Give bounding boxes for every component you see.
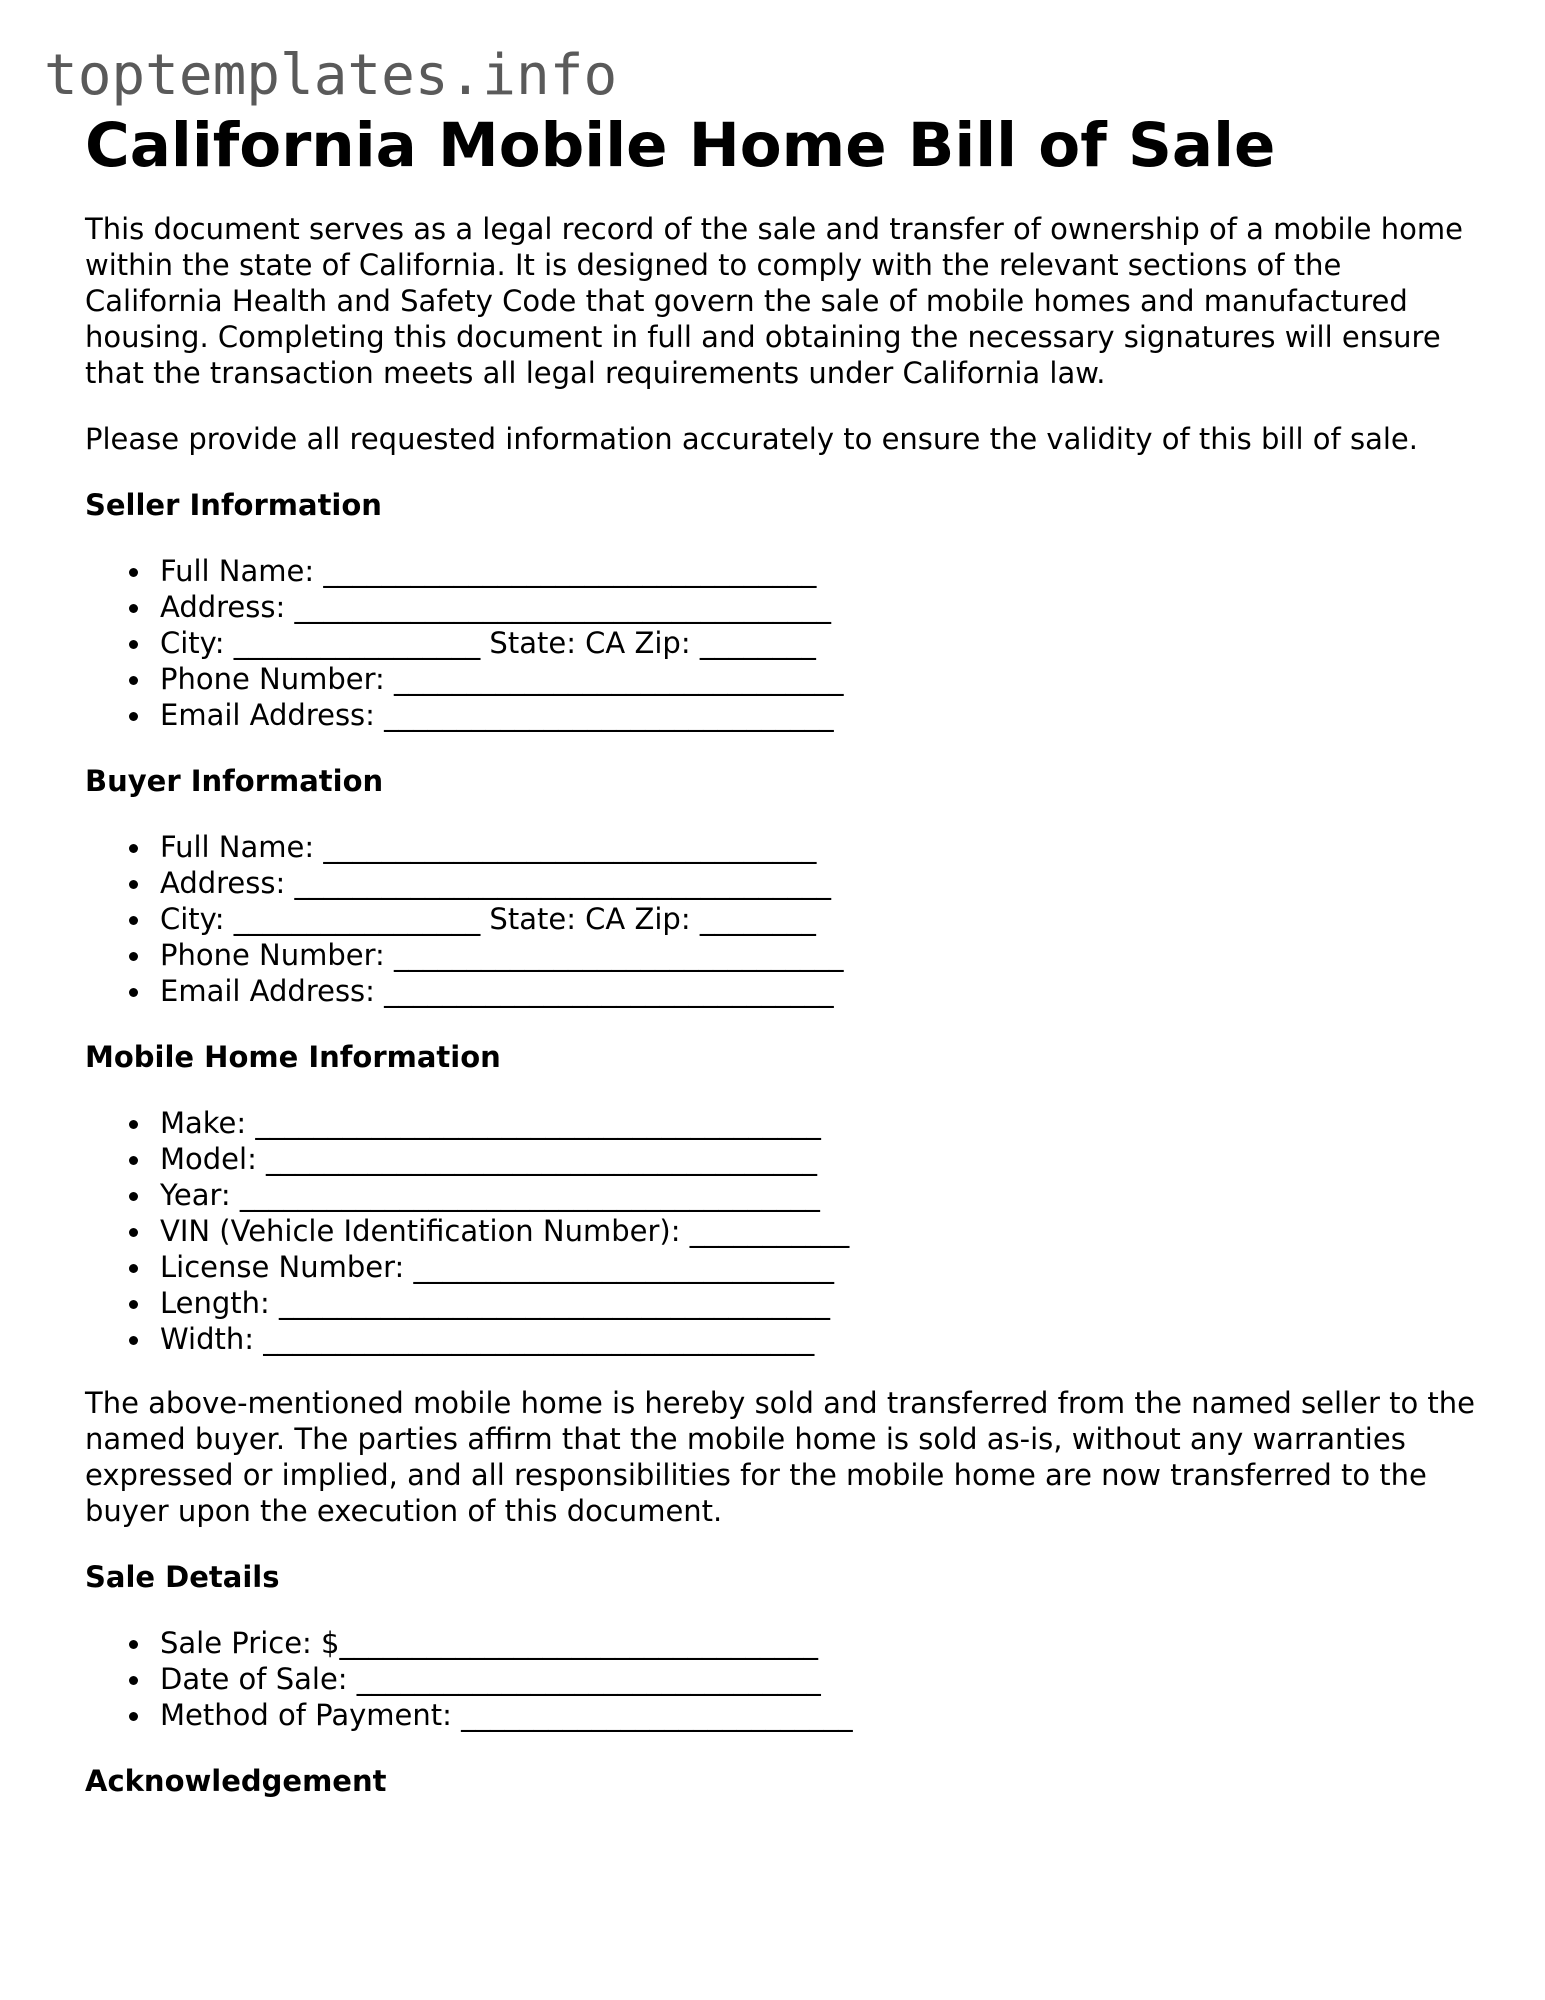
instructions-paragraph: Please provide all requested information accurately to ensure the validity of this bill of sale. xyxy=(85,422,1418,456)
width-field: Width: ______________________________________ xyxy=(160,1321,1475,1357)
buyer-address-field: Address: _____________________________________ xyxy=(160,865,1475,901)
seller-city-state-zip-field: City: _________________ State: CA Zip: ________ xyxy=(160,625,1475,661)
seller-email-field: Email Address: _______________________________ xyxy=(160,697,1475,733)
buyer-section-heading: Buyer Information xyxy=(85,764,384,798)
seller-section-heading: Seller Information xyxy=(85,488,382,522)
document-body xyxy=(85,108,1475,1799)
length-field: Length: ______________________________________ xyxy=(160,1285,1475,1321)
document-title: California Mobile Home Bill of Sale xyxy=(85,110,1276,181)
buyer-full-name-field: Full Name: __________________________________ xyxy=(160,829,1475,865)
buyer-email-field: Email Address: _______________________________ xyxy=(160,973,1475,1009)
mobile-home-field-list xyxy=(85,1105,1475,1357)
seller-phone-field: Phone Number: _______________________________ xyxy=(160,661,1475,697)
buyer-field-list xyxy=(85,829,1475,1009)
acknowledgement-heading: Acknowledgement xyxy=(85,1764,387,1798)
watermark-logo: toptemplates.info xyxy=(44,43,618,108)
license-number-field: License Number: _____________________________ xyxy=(160,1249,1475,1285)
sale-price-field: Sale Price: $_________________________________ xyxy=(160,1625,1475,1661)
year-field: Year: ________________________________________ xyxy=(160,1177,1475,1213)
intro-paragraph: This document serves as a legal record of the sale and transfer of ownership of a mobile home within the state of California. It is designed to comply with the relevant sections of the California Health and Safety Code that govern the sale of mobile homes and manufactured housing. Completing this document in full and obtaining the necessary signatures will ensure that the transaction meets all legal requirements under California law. xyxy=(85,212,1463,390)
transfer-statement: The above-mentioned mobile home is hereby sold and transferred from the named seller to the named buyer. The parties affirm that the mobile home is sold as-is, without any warranties expressed or implied, and all responsibilities for the mobile home are now transferred to the buyer upon the execution of this document. xyxy=(85,1386,1476,1528)
seller-address-field: Address: _____________________________________ xyxy=(160,589,1475,625)
make-field: Make: _______________________________________ xyxy=(160,1105,1475,1141)
payment-method-field: Method of Payment: ___________________________ xyxy=(160,1697,1475,1733)
buyer-phone-field: Phone Number: _______________________________ xyxy=(160,937,1475,973)
sale-field-list xyxy=(85,1625,1475,1733)
seller-field-list xyxy=(85,553,1475,733)
buyer-city-state-zip-field: City: _________________ State: CA Zip: ________ xyxy=(160,901,1475,937)
sale-details-heading: Sale Details xyxy=(85,1560,280,1594)
model-field: Model: ______________________________________ xyxy=(160,1141,1475,1177)
seller-full-name-field: Full Name: __________________________________ xyxy=(160,553,1475,589)
vin-field: VIN (Vehicle Identification Number): ___________ xyxy=(160,1213,1475,1249)
date-of-sale-field: Date of Sale: ________________________________ xyxy=(160,1661,1475,1697)
mobile-home-section-heading: Mobile Home Information xyxy=(85,1040,501,1074)
